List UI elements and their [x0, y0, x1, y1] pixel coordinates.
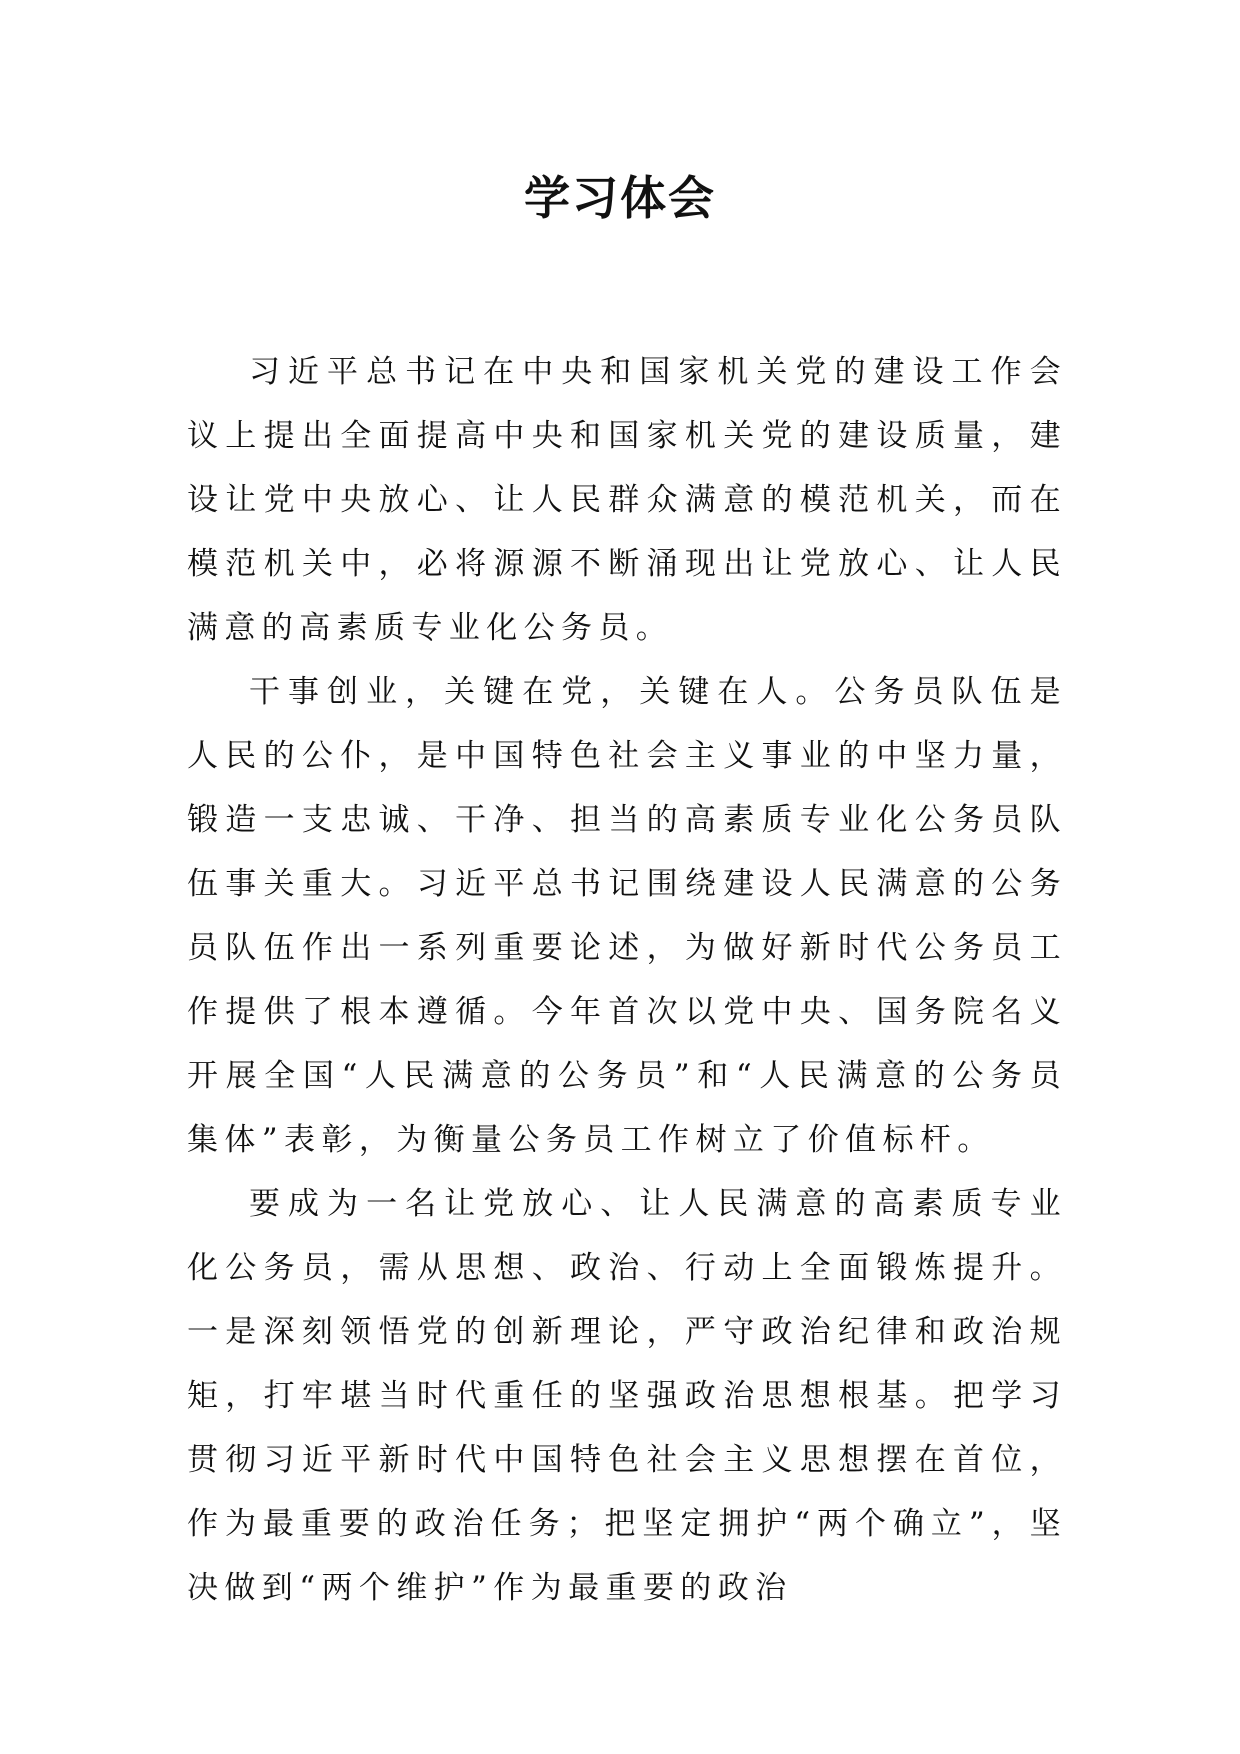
paragraph-2: 干事创业，关键在党，关键在人。公务员队伍是人民的公仆，是中国特色社会主义事业的中坚力量，锻造一支忠诚、干净、担当的高素质专业化公务员队伍事关重大。习近平总书记围绕建设人民满意的公务员队伍作出一系列重要论述，为做好新时代公务员工作提供了根本遵循。今年首次以党中央、国务院名义开展全国“人民满意的公务员”和“人民满意的公务员集体”表彰，为衡量公务员工作树立了价值标杆。 [187, 674, 1067, 1158]
paragraph-1: 习近平总书记在中央和国家机关党的建设工作会议上提出全面提高中央和国家机关党的建设质量，建设让党中央放心、让人民群众满意的模范机关，而在模范机关中，必将源源不断涌现出让党放心、让人民满意的高素质专业化公务员。 [187, 354, 1067, 646]
document-title: 学习体会 [524, 171, 716, 225]
document-body [187, 340, 1067, 1620]
paragraph-3: 要成为一名让党放心、让人民满意的高素质专业化公务员，需从思想、政治、行动上全面锻炼提升。一是深刻领悟党的创新理论，严守政治纪律和政治规矩，打牢堪当时代重任的坚强政治思想根基。把学习贯彻习近平新时代中国特色社会主义思想摆在首位，作为最重要的政治任务；把坚定拥护“两个确立”，坚决做到“两个维护”作为最重要的政治 [187, 1186, 1067, 1606]
